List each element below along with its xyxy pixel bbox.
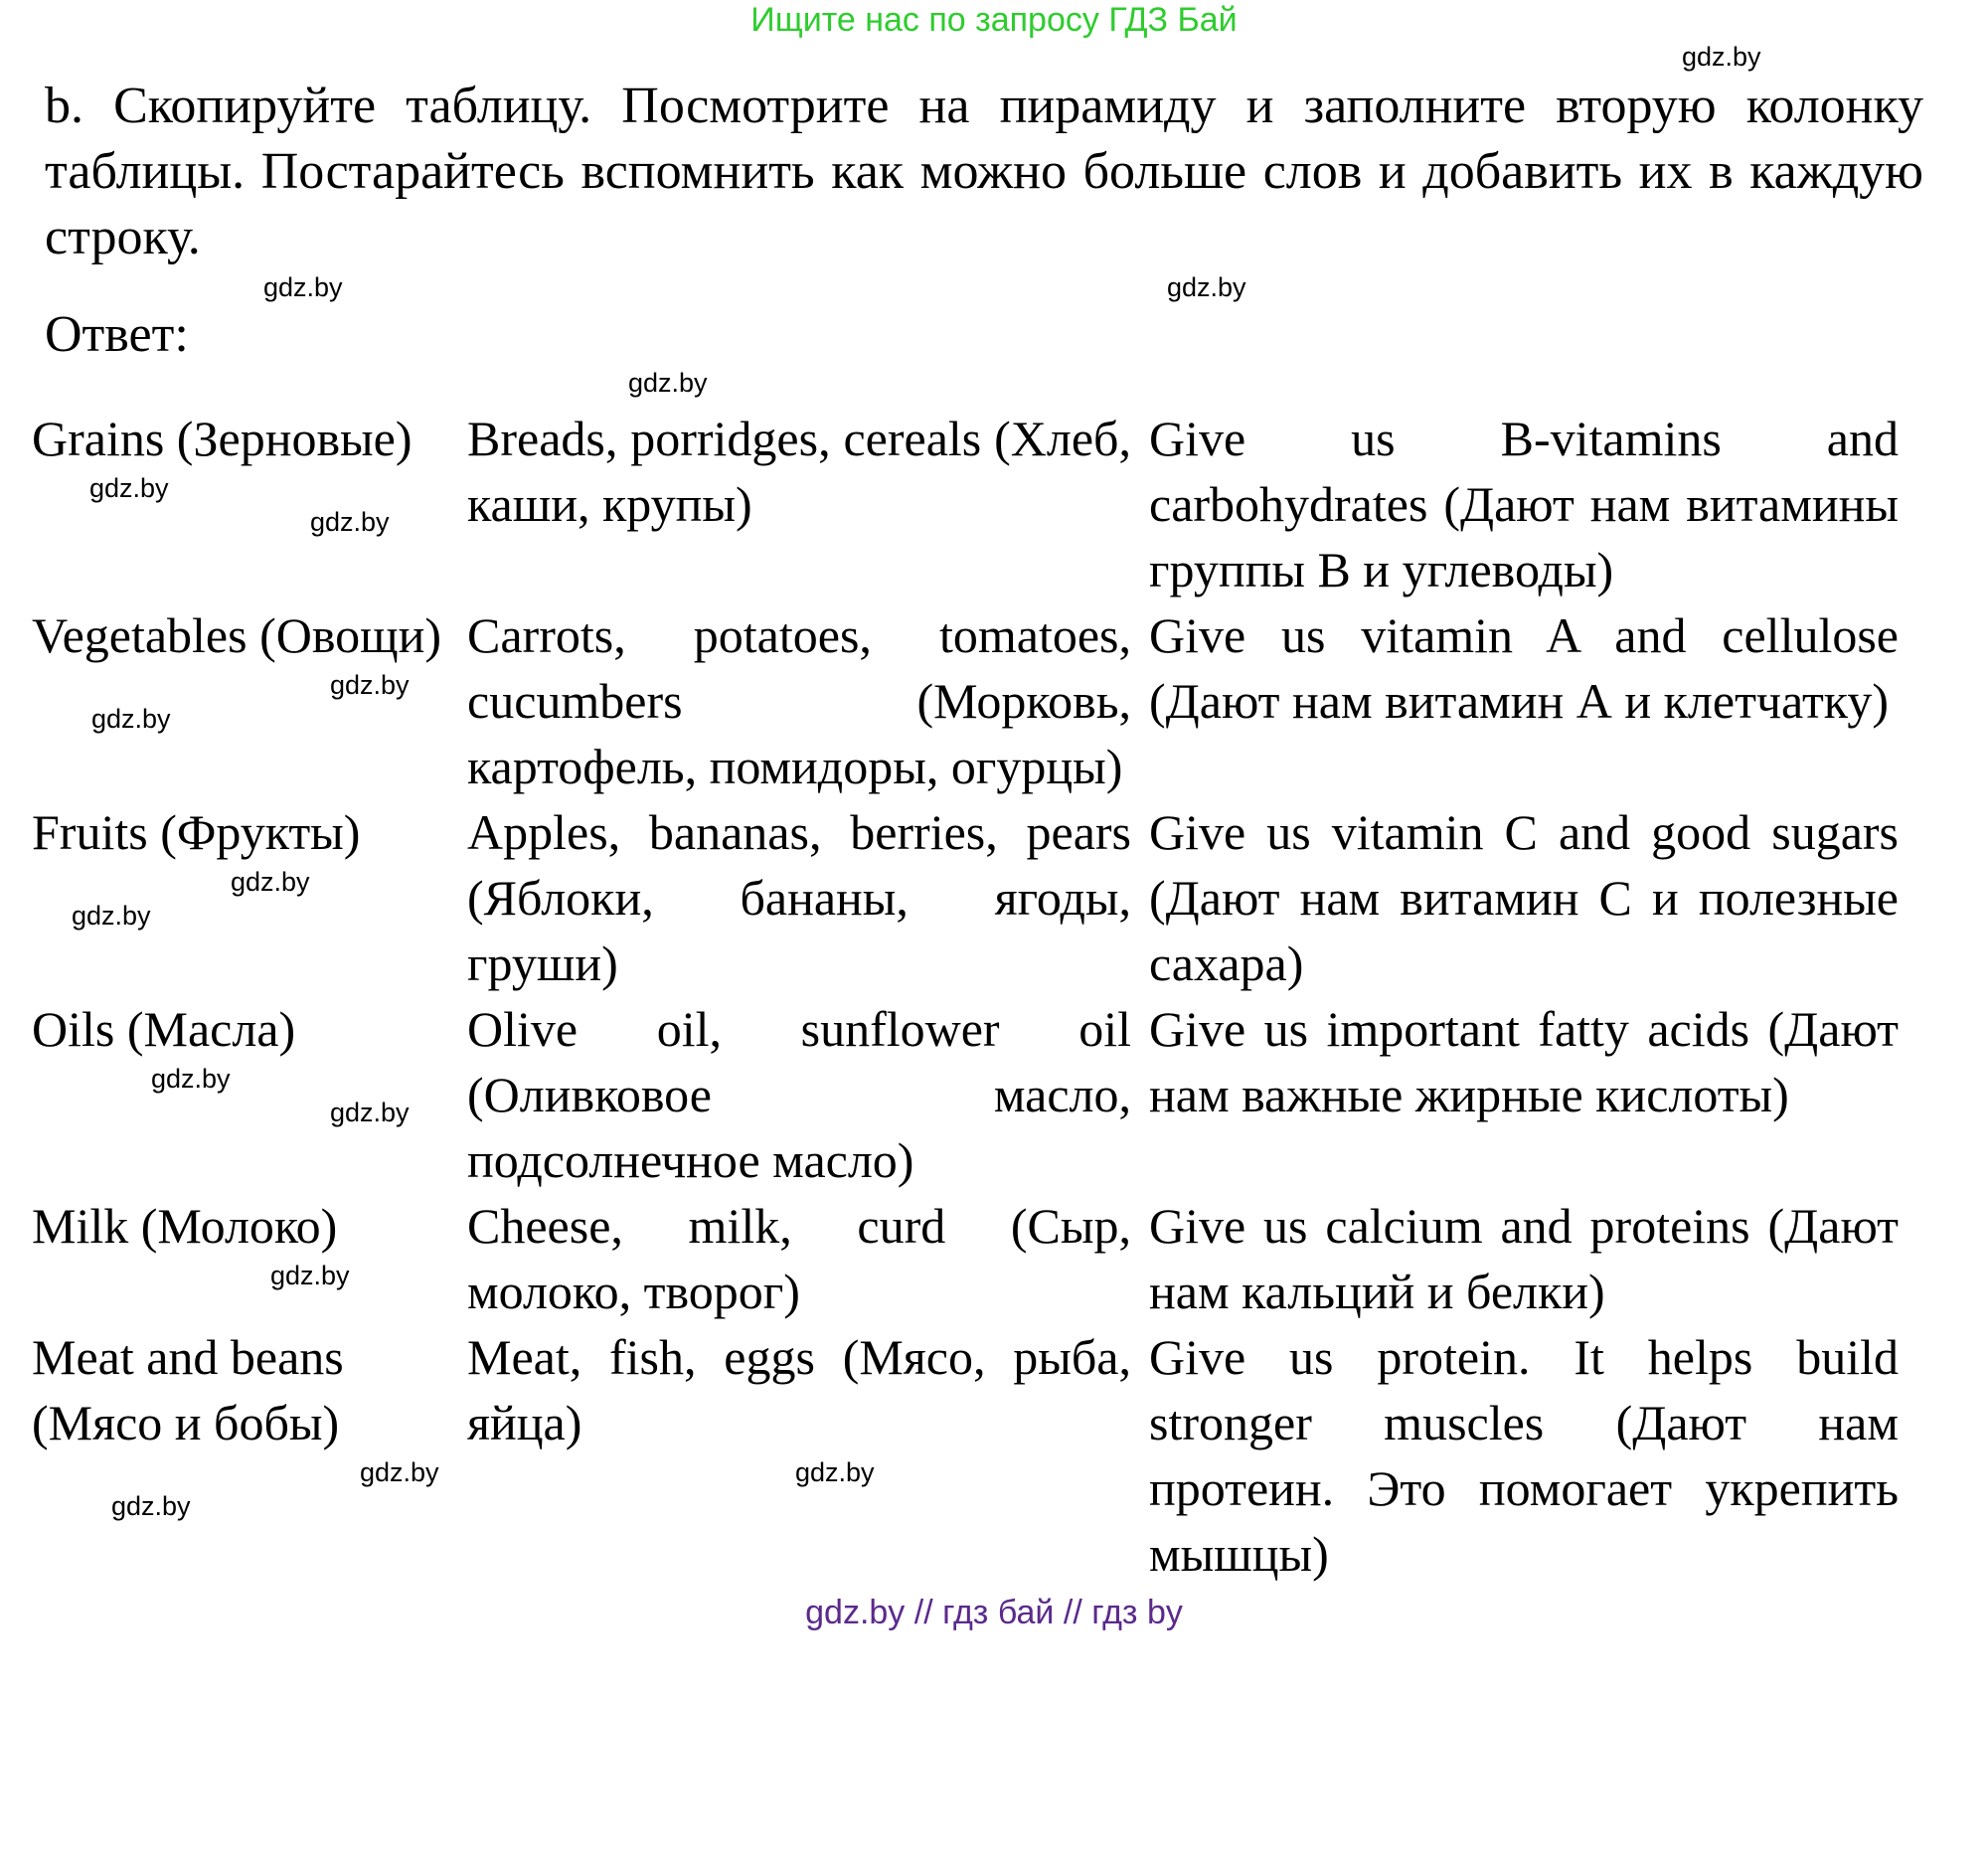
row-grains-benefit: Give us B-vitamins and carbohydrates (Дают нам витамины группы В и углеводы) bbox=[1149, 411, 1899, 597]
row-meat-group-cell bbox=[32, 1324, 449, 1587]
task-instruction: b. Скопируйте таблицу. Посмотрите на пирамиду и заполните вторую колонку таблицы. Постарайтесь вспомнить как можно больше слов и добавить их в каждую строку. bbox=[45, 78, 1923, 265]
row-milk-examples: Cheese, milk, curd (Сыр, молоко, творог) bbox=[467, 1198, 1131, 1319]
footer-links[interactable]: gdz.by // гдз бай // гдз by bbox=[805, 1594, 1183, 1631]
watermark: gdz.by bbox=[360, 1457, 439, 1487]
row-oils-group-cell bbox=[32, 996, 449, 1193]
answer-table bbox=[32, 406, 1988, 1587]
row-fruits-benefit: Give us vitamin C and good sugars (Дают нам витамин С и полезные сахара) bbox=[1149, 804, 1899, 991]
answer-label: Ответ: bbox=[45, 306, 189, 363]
site-banner[interactable]: Ищите нас по запросу ГДЗ Бай bbox=[750, 1, 1238, 39]
row-milk-benefit: Give us calcium and proteins (Дают нам кальций и белки) bbox=[1149, 1198, 1899, 1319]
row-oils-benefit: Give us important fatty acids (Дают нам важные жирные кислоты) bbox=[1149, 1001, 1899, 1122]
watermark-line bbox=[0, 40, 1988, 74]
row-fruits-examples: Apples, bananas, berries, pears (Яблоки, бананы, ягоды, груши) bbox=[467, 804, 1131, 991]
watermark: gdz.by bbox=[263, 272, 343, 302]
row-grains-group-cell bbox=[32, 406, 449, 602]
watermark: gdz.by bbox=[151, 1064, 231, 1094]
watermark: gdz.by bbox=[72, 901, 151, 931]
watermark: gdz.by bbox=[330, 670, 410, 700]
row-meat-examples-cell bbox=[467, 1324, 1131, 1587]
row-milk-group-cell bbox=[32, 1193, 449, 1324]
row-milk-group: Milk (Молоко) bbox=[32, 1198, 338, 1254]
watermark: gdz.by bbox=[1682, 42, 1761, 72]
row-vegetables-benefit: Give us vitamin A and cellulose (Дают нам витамин А и клетчатку) bbox=[1149, 607, 1899, 729]
watermark: gdz.by bbox=[310, 507, 390, 537]
row-fruits-group-cell bbox=[32, 799, 449, 996]
watermark: gdz.by bbox=[270, 1261, 350, 1290]
row-grains-examples: Breads, porridges, cereals (Хлеб, каши, крупы) bbox=[467, 411, 1131, 532]
row-fruits-group: Fruits (Фрукты) bbox=[32, 804, 361, 860]
watermark-line bbox=[0, 366, 1988, 400]
watermark: gdz.by bbox=[330, 1098, 410, 1127]
row-vegetables-group: Vegetables (Овощи) bbox=[32, 607, 442, 663]
watermark: gdz.by bbox=[91, 704, 171, 734]
row-grains-group: Grains (Зерновые) bbox=[32, 411, 413, 466]
watermark-line bbox=[0, 270, 1988, 304]
watermark: gdz.by bbox=[89, 473, 169, 503]
row-vegetables-group-cell bbox=[32, 602, 449, 799]
watermark: gdz.by bbox=[1167, 272, 1246, 302]
row-vegetables-examples: Carrots, potatoes, tomatoes, cucumbers (Морковь, картофель, помидоры, огурцы) bbox=[467, 607, 1131, 794]
watermark: gdz.by bbox=[231, 867, 310, 897]
watermark: gdz.by bbox=[111, 1491, 191, 1521]
row-meat-examples: Meat, fish, eggs (Мясо, рыба, яйца) bbox=[467, 1329, 1131, 1450]
watermark: gdz.by bbox=[795, 1457, 875, 1487]
row-oils-group: Oils (Масла) bbox=[32, 1001, 296, 1057]
row-meat-benefit: Give us protein. It helps build stronger muscles (Дают нам протеин. Это помогает укрепить мышцы) bbox=[1149, 1329, 1899, 1582]
row-meat-group: Meat and beans (Мясо и бобы) bbox=[32, 1329, 344, 1450]
watermark: gdz.by bbox=[628, 368, 708, 398]
row-oils-examples: Olive oil, sunflower oil (Оливковое масло, подсолнечное масло) bbox=[467, 1001, 1131, 1188]
